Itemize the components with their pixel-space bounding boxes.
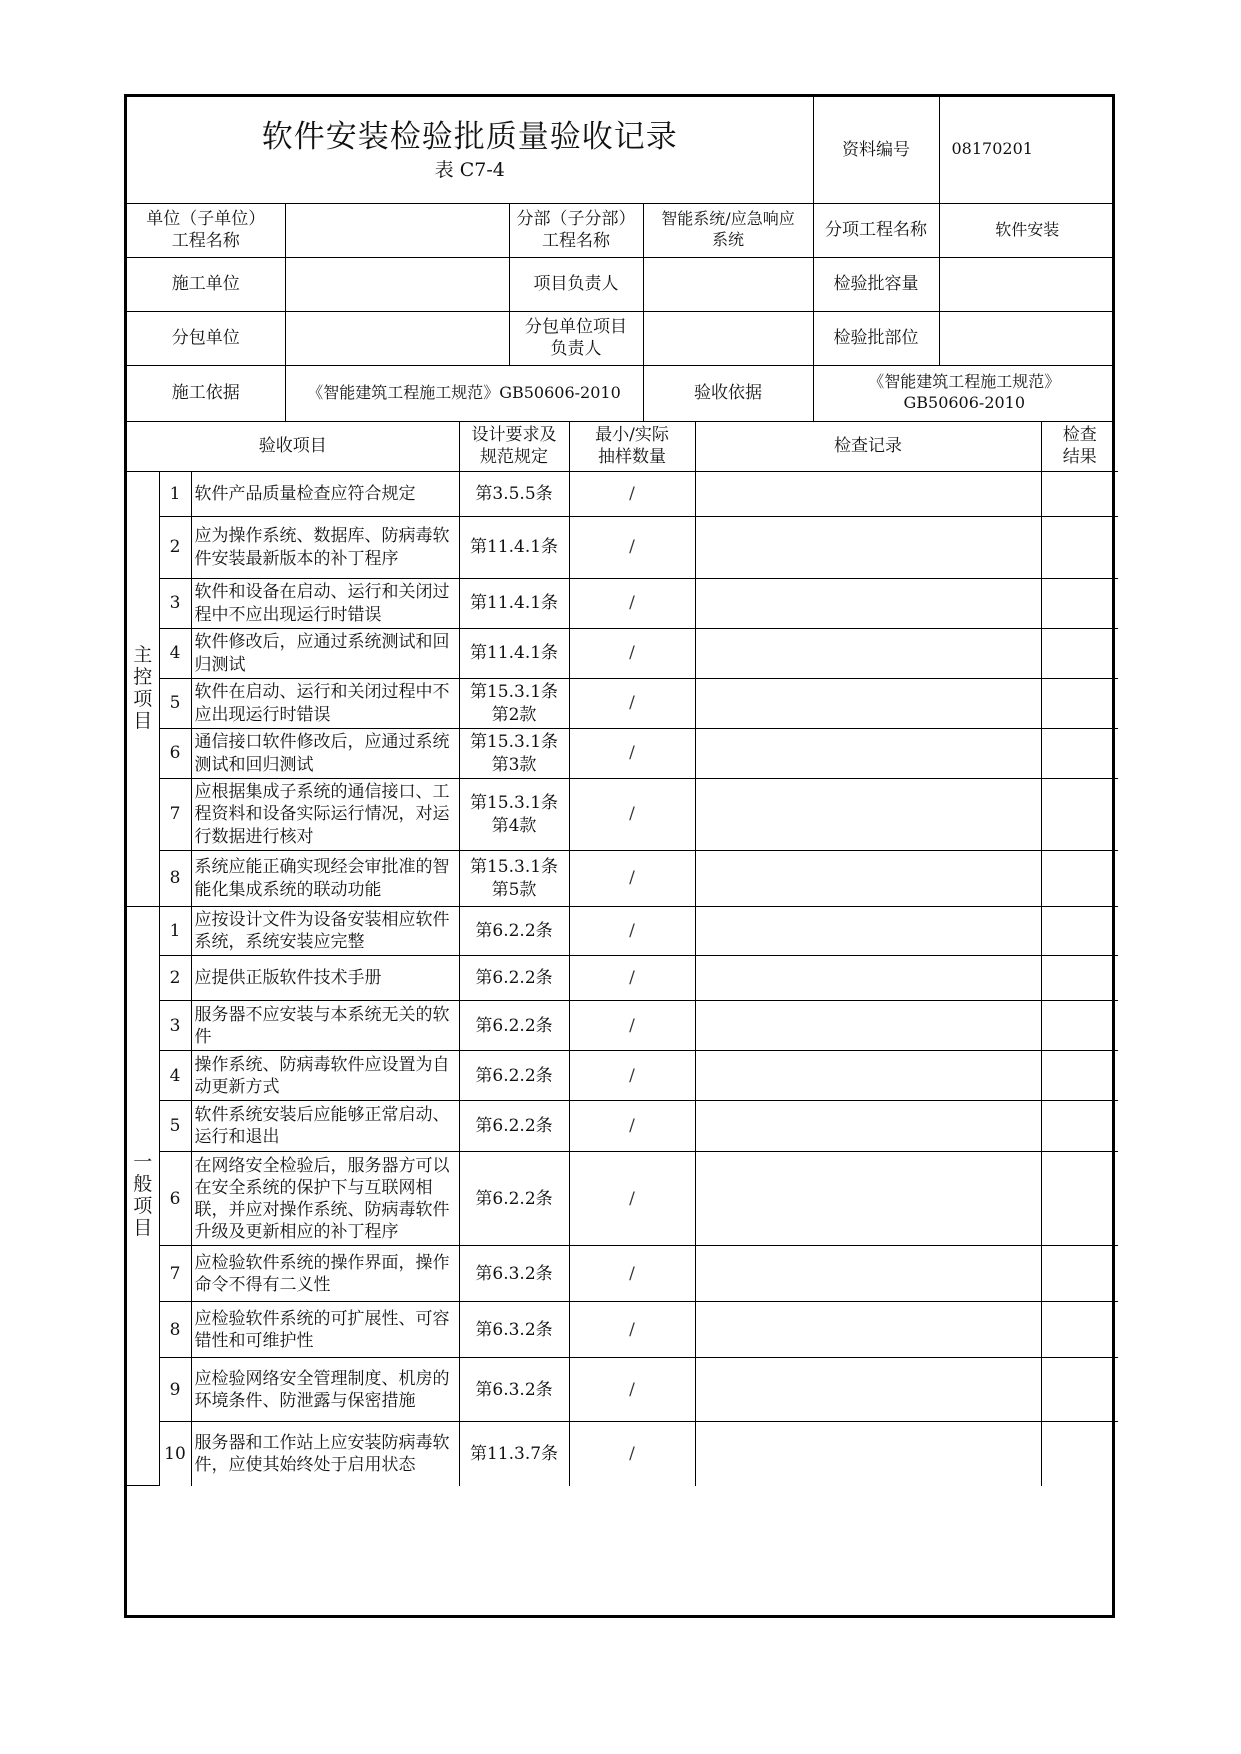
- batch-capacity-field[interactable]: [939, 257, 1115, 311]
- subdivision-value[interactable]: 智能系统/应急响应 系统: [643, 203, 813, 257]
- item-number: 8: [159, 851, 191, 907]
- item-number: 10: [159, 1422, 191, 1486]
- col-header-record: 检查记录: [695, 422, 1041, 472]
- item-sample-count[interactable]: /: [569, 517, 695, 579]
- item-name-label: 分项工程名称: [813, 203, 939, 257]
- item-number: 8: [159, 1302, 191, 1358]
- title-cell: [127, 97, 813, 203]
- main-item-row: [127, 851, 1118, 907]
- item-check-record[interactable]: [695, 579, 1041, 629]
- contractor-label: 施工单位: [127, 257, 285, 311]
- item-clause: 第15.3.1条 第3款: [459, 729, 569, 779]
- item-check-result[interactable]: [1041, 1101, 1118, 1152]
- item-description: 应检验软件系统的可扩展性、可容错性和可维护性: [191, 1302, 459, 1358]
- item-clause: 第15.3.1条 第4款: [459, 779, 569, 851]
- item-number: 9: [159, 1358, 191, 1422]
- item-description: 软件修改后，应通过系统测试和回归测试: [191, 629, 459, 679]
- project-manager-field[interactable]: [643, 257, 813, 311]
- item-clause: 第6.2.2条: [459, 1051, 569, 1101]
- item-check-record[interactable]: [695, 629, 1041, 679]
- general-item-row: [127, 907, 1118, 956]
- item-number: 1: [159, 472, 191, 517]
- general-item-row: [127, 1302, 1118, 1358]
- items-table: [127, 422, 1118, 1487]
- item-clause: 第3.5.5条: [459, 472, 569, 517]
- item-check-record[interactable]: [695, 1001, 1041, 1051]
- main-item-row: [127, 517, 1118, 579]
- doc-no-value[interactable]: 08170201: [939, 97, 1115, 203]
- form-code: 表 C7-4: [434, 158, 505, 181]
- unit-name-field[interactable]: [285, 203, 509, 257]
- group-label-char: 项: [133, 688, 153, 710]
- general-items-group: [127, 907, 1118, 1486]
- page-title: 软件安装检验批质量验收记录: [261, 119, 678, 156]
- item-description: 服务器和工作站上应安装防病毒软件，应使其始终处于启用状态: [191, 1422, 459, 1486]
- group-label-char: 控: [133, 666, 153, 689]
- acceptance-basis-value[interactable]: 《智能建筑工程施工规范》 GB50606-2010: [813, 365, 1115, 421]
- item-check-result[interactable]: [1041, 779, 1118, 851]
- item-check-record[interactable]: [695, 517, 1041, 579]
- item-number: 7: [159, 779, 191, 851]
- item-sample-count[interactable]: /: [569, 472, 695, 517]
- item-check-record[interactable]: [695, 1358, 1041, 1422]
- item-description: 应为操作系统、数据库、防病毒软件安装最新版本的补丁程序: [191, 517, 459, 579]
- main-item-row: [127, 472, 1118, 517]
- item-number: 4: [159, 1051, 191, 1101]
- item-sample-count[interactable]: /: [569, 1001, 695, 1051]
- item-description: 通信接口软件修改后，应通过系统测试和回归测试: [191, 729, 459, 779]
- item-sample-count[interactable]: /: [569, 1051, 695, 1101]
- item-clause: 第11.4.1条: [459, 629, 569, 679]
- item-clause: 第6.3.2条: [459, 1246, 569, 1302]
- main-item-row: [127, 729, 1118, 779]
- item-description: 软件产品质量检查应符合规定: [191, 472, 459, 517]
- item-check-result[interactable]: [1041, 907, 1118, 956]
- general-item-row: [127, 1246, 1118, 1302]
- item-description: 软件在启动、运行和关闭过程中不应出现运行时错误: [191, 679, 459, 729]
- main-item-row: [127, 779, 1118, 851]
- item-number: 4: [159, 629, 191, 679]
- subcontractor-field[interactable]: [285, 311, 509, 365]
- general-item-row: [127, 1001, 1118, 1051]
- group-label-char: 主: [133, 644, 153, 667]
- item-description: 在网络安全检验后，服务器方可以在安全系统的保护下与互联网相联，并应对操作系统、防病毒软件升级及更新相应的补丁程序: [191, 1152, 459, 1246]
- batch-part-field[interactable]: [939, 311, 1115, 365]
- group-label-char: 一: [133, 1151, 153, 1174]
- item-description: 软件系统安装后应能够正常启动、运行和退出: [191, 1101, 459, 1152]
- item-clause: 第6.2.2条: [459, 907, 569, 956]
- item-check-result[interactable]: [1041, 679, 1118, 729]
- item-clause: 第15.3.1条 第5款: [459, 851, 569, 907]
- item-number: 6: [159, 1152, 191, 1246]
- group-label-char: 目: [133, 1216, 153, 1239]
- item-check-result[interactable]: [1041, 956, 1118, 1001]
- general-item-group-label: [127, 907, 159, 1486]
- general-item-row: [127, 1152, 1118, 1246]
- item-check-result[interactable]: [1041, 1422, 1118, 1486]
- item-check-result[interactable]: [1041, 1302, 1118, 1358]
- item-check-record[interactable]: [695, 1302, 1041, 1358]
- item-number: 5: [159, 1101, 191, 1152]
- item-check-result[interactable]: [1041, 851, 1118, 907]
- item-sample-count[interactable]: /: [569, 1422, 695, 1486]
- contractor-field[interactable]: [285, 257, 509, 311]
- sub-pm-label: 分包单位项目 负责人: [509, 311, 643, 365]
- item-number: 1: [159, 907, 191, 956]
- main-item-row: [127, 629, 1118, 679]
- item-clause: 第6.3.2条: [459, 1358, 569, 1422]
- item-description: 操作系统、防病毒软件应设置为自动更新方式: [191, 1051, 459, 1101]
- item-sample-count[interactable]: /: [569, 629, 695, 679]
- item-sample-count[interactable]: /: [569, 679, 695, 729]
- main-item-row: [127, 579, 1118, 629]
- item-clause: 第15.3.1条 第2款: [459, 679, 569, 729]
- item-clause: 第11.4.1条: [459, 579, 569, 629]
- item-check-record[interactable]: [695, 956, 1041, 1001]
- doc-no-label: 资料编号: [813, 97, 939, 203]
- header-table: [127, 97, 1115, 422]
- item-clause: 第6.3.2条: [459, 1302, 569, 1358]
- item-clause: 第11.3.7条: [459, 1422, 569, 1486]
- item-description: 应检验软件系统的操作界面，操作命令不得有二义性: [191, 1246, 459, 1302]
- item-description: 服务器不应安装与本系统无关的软件: [191, 1001, 459, 1051]
- unit-name-label: 单位（子单位） 工程名称: [127, 203, 285, 257]
- col-header-item: 验收项目: [127, 422, 459, 472]
- item-number: 7: [159, 1246, 191, 1302]
- item-sample-count[interactable]: /: [569, 1152, 695, 1246]
- item-clause: 第6.2.2条: [459, 1152, 569, 1246]
- item-number: 3: [159, 579, 191, 629]
- group-label-char: 项: [133, 1195, 153, 1218]
- item-check-result[interactable]: [1041, 1358, 1118, 1422]
- item-check-record[interactable]: [695, 1051, 1041, 1101]
- item-check-result[interactable]: [1041, 472, 1118, 517]
- subdivision-label: 分部（子分部） 工程名称: [509, 203, 643, 257]
- col-header-sample: 最小/实际 抽样数量: [569, 422, 695, 472]
- item-sample-count[interactable]: /: [569, 779, 695, 851]
- item-check-record[interactable]: [695, 851, 1041, 907]
- item-description: 应按设计文件为设备安装相应软件系统，系统安装应完整: [191, 907, 459, 956]
- item-sample-count[interactable]: /: [569, 1302, 695, 1358]
- general-item-row: [127, 956, 1118, 1001]
- general-item-row: [127, 1101, 1118, 1152]
- col-header-design: 设计要求及 规范规定: [459, 422, 569, 472]
- group-label-char: 般: [133, 1173, 153, 1196]
- item-check-record[interactable]: [695, 472, 1041, 517]
- item-number: 6: [159, 729, 191, 779]
- item-check-result[interactable]: [1041, 1001, 1118, 1051]
- item-check-result[interactable]: [1041, 517, 1118, 579]
- main-items-group: [127, 472, 1118, 907]
- col-header-result: 检查 结果: [1041, 422, 1118, 472]
- item-sample-count[interactable]: /: [569, 579, 695, 629]
- item-check-result[interactable]: [1041, 579, 1118, 629]
- item-check-result[interactable]: [1041, 1246, 1118, 1302]
- item-check-record[interactable]: [695, 1101, 1041, 1152]
- group-label-char: 目: [133, 709, 153, 732]
- item-check-record[interactable]: [695, 1422, 1041, 1486]
- item-description: 应根据集成子系统的通信接口、工程资料和设备实际运行情况，对运行数据进行核对: [191, 779, 459, 851]
- item-sample-count[interactable]: /: [569, 729, 695, 779]
- general-item-row: [127, 1358, 1118, 1422]
- item-sample-count[interactable]: /: [569, 1101, 695, 1152]
- sub-pm-field[interactable]: [643, 311, 813, 365]
- item-name-value[interactable]: 软件安装: [939, 203, 1115, 257]
- item-number: 2: [159, 517, 191, 579]
- item-description: 应检验网络安全管理制度、机房的环境条件、防泄露与保密措施: [191, 1358, 459, 1422]
- item-number: 2: [159, 956, 191, 1001]
- item-description: 软件和设备在启动、运行和关闭过程中不应出现运行时错误: [191, 579, 459, 629]
- item-clause: 第6.2.2条: [459, 1001, 569, 1051]
- item-sample-count[interactable]: /: [569, 1246, 695, 1302]
- batch-capacity-label: 检验批容量: [813, 257, 939, 311]
- form-sheet: [124, 94, 1115, 1618]
- general-item-row: [127, 1422, 1118, 1486]
- item-check-record[interactable]: [695, 679, 1041, 729]
- construction-basis-label: 施工依据: [127, 365, 285, 421]
- item-check-record[interactable]: [695, 1246, 1041, 1302]
- item-check-record[interactable]: [695, 729, 1041, 779]
- item-check-record[interactable]: [695, 1152, 1041, 1246]
- acceptance-basis-label: 验收依据: [643, 365, 813, 421]
- main-item-row: [127, 679, 1118, 729]
- item-number: 5: [159, 679, 191, 729]
- batch-part-label: 检验批部位: [813, 311, 939, 365]
- item-check-result[interactable]: [1041, 1051, 1118, 1101]
- item-description: 应提供正版软件技术手册: [191, 956, 459, 1001]
- item-number: 3: [159, 1001, 191, 1051]
- item-check-record[interactable]: [695, 907, 1041, 956]
- item-sample-count[interactable]: /: [569, 907, 695, 956]
- construction-basis-value[interactable]: 《智能建筑工程施工规范》GB50606-2010: [285, 365, 643, 421]
- item-sample-count[interactable]: /: [569, 851, 695, 907]
- item-sample-count[interactable]: /: [569, 956, 695, 1001]
- item-clause: 第6.2.2条: [459, 956, 569, 1001]
- general-item-row: [127, 1051, 1118, 1101]
- subcontractor-label: 分包单位: [127, 311, 285, 365]
- project-manager-label: 项目负责人: [509, 257, 643, 311]
- item-sample-count[interactable]: /: [569, 1358, 695, 1422]
- item-clause: 第6.2.2条: [459, 1101, 569, 1152]
- item-description: 系统应能正确实现经会审批准的智能化集成系统的联动功能: [191, 851, 459, 907]
- item-clause: 第11.4.1条: [459, 517, 569, 579]
- item-check-result[interactable]: [1041, 629, 1118, 679]
- item-check-result[interactable]: [1041, 729, 1118, 779]
- item-check-result[interactable]: [1041, 1152, 1118, 1246]
- main-item-group-label: [127, 472, 159, 907]
- item-check-record[interactable]: [695, 779, 1041, 851]
